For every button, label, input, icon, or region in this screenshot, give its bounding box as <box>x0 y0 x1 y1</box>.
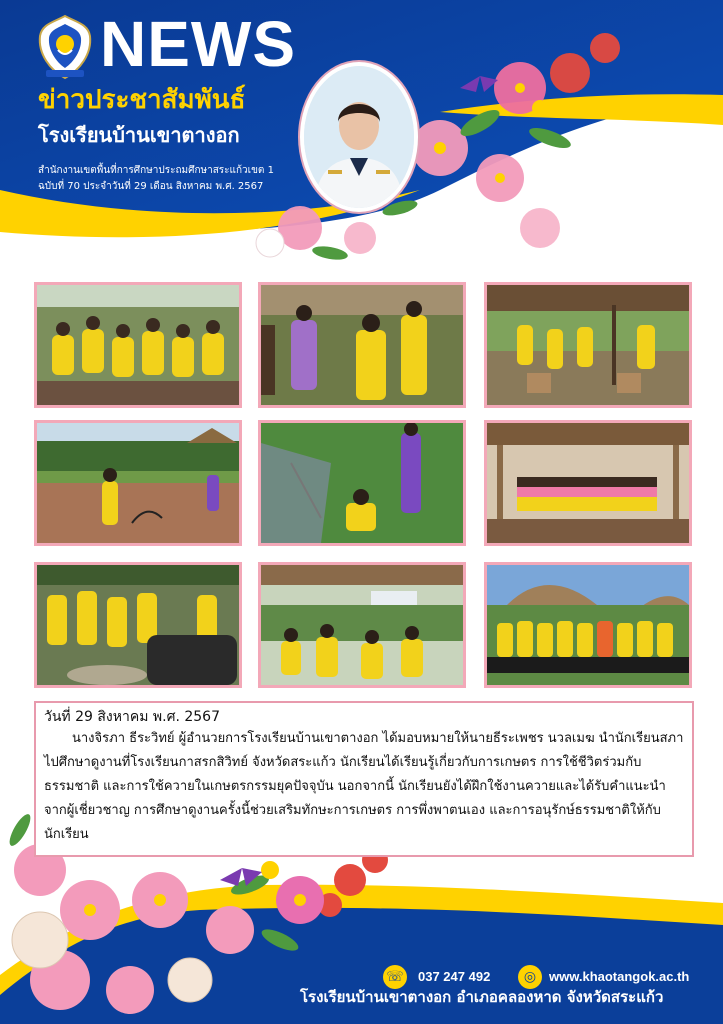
photo-instructor-demo <box>34 562 242 688</box>
globe-icon: ◎ <box>518 965 542 989</box>
photo-outdoor-lecture <box>258 562 466 688</box>
director-portrait <box>300 62 418 212</box>
photo-plowing-field <box>34 420 242 546</box>
footer-address: โรงเรียนบ้านเขาตางอก อำเภอคลองหาด จังหวัดสระแก้ว <box>300 988 664 1006</box>
phone-number[interactable]: 037 247 492 <box>418 969 491 984</box>
phone-icon: ☏ <box>383 965 407 989</box>
pr-title: ข่าวประชาสัมพันธ์ <box>38 85 246 115</box>
photo-students-seated <box>34 282 242 408</box>
office-line: สำนักงานเขตพื้นที่การศึกษาประถมศึกษาสระแก้วเขต 1 <box>38 165 274 176</box>
flower-decoration-header <box>240 28 620 273</box>
school-seal-icon <box>36 14 94 80</box>
photo-pounding-rice <box>484 282 692 408</box>
photo-fishing-pond <box>258 420 466 546</box>
photo-students-activity <box>258 282 466 408</box>
issue-line: ฉบับที่ 70 ประจำวันที่ 29 เดือน สิงหาคม พ.ศ. 2567 <box>38 181 264 192</box>
article-box <box>34 701 694 857</box>
photo-group-hut <box>484 420 692 546</box>
article-body: นางจิรภา ธีระวิทย์ ผู้อำนวยการโรงเรียนบ้านเขาตางอก ได้มอบหมายให้นายธีระเพชร นวลเมฆ นำนักเรียนสภาไปศึกษาดูงานที่โรงเรียนกาสรกสิวิทย์ จังหวัดสระแก้ว นักเรียนได้เรียนรู้เกี่ยวกับการเกษตร การใช้ชีวิตร่วมกับธรรมชาติ และการใช้ควายในเกษตรกรรมยุคปัจจุบัน นอกจากนี้ นักเรียนยังได้ฝึกใช้งานควายและได้รับคำแนะนำจากผู้เชี่ยวชาญ การศึกษาดูงานครั้งนี้ช่วยเสริมทักษะการเกษตร การพึ่งพาตนเอง และการอนุรักษ์ธรรมชาติให้กับนักเรียน <box>44 731 684 842</box>
photo-group-portrait <box>484 562 692 688</box>
article-date: วันที่ 29 สิงหาคม พ.ศ. 2567 <box>44 709 220 725</box>
news-title: NEWS <box>100 8 296 80</box>
website-link[interactable]: www.khaotangok.ac.th <box>549 969 690 984</box>
school-title: โรงเรียนบ้านเขาตางอก <box>38 123 240 147</box>
